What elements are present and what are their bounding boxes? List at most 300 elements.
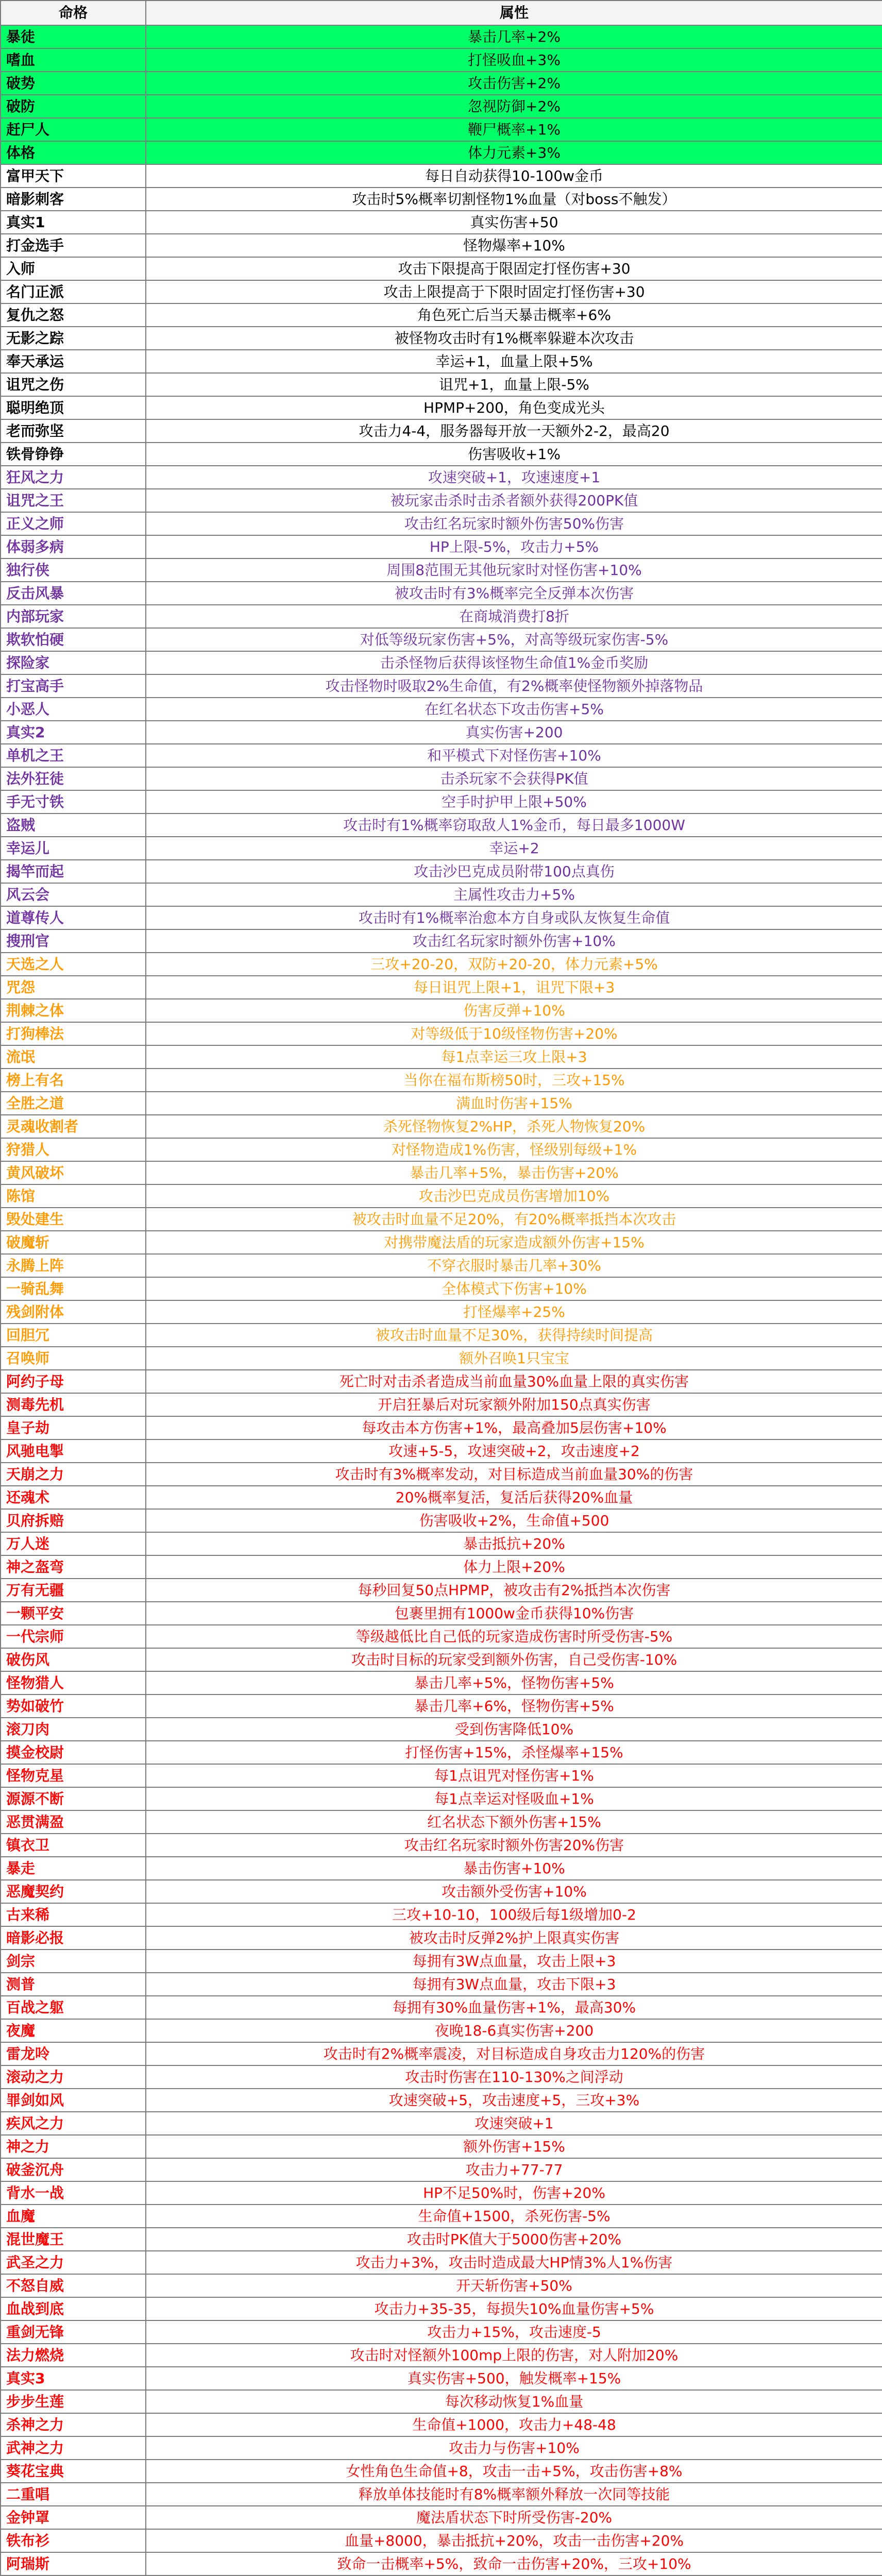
destiny-attribute: 攻击力+35-35，每损失10%血量伤害+5% xyxy=(146,2297,882,2320)
destiny-attribute: 等级越低比自己低的玩家造成伤害时所受伤害-5% xyxy=(146,1625,882,1648)
table-row xyxy=(1,2019,882,2042)
destiny-attribute: 周围8范围无其他玩家时对怪伤害+10% xyxy=(146,558,882,582)
destiny-attribute: 打怪吸血+3% xyxy=(146,48,882,72)
table-row xyxy=(1,721,882,744)
destiny-attribute: 攻击时目标的玩家受到额外伤害，自己受伤害-10% xyxy=(146,1648,882,1671)
destiny-name: 搜刑官 xyxy=(1,929,146,953)
destiny-name: 测毒先机 xyxy=(1,1393,146,1416)
destiny-attribute: 暴击几率+2% xyxy=(146,25,882,48)
table-row xyxy=(1,1231,882,1254)
destiny-attribute: 全体模式下伤害+10% xyxy=(146,1277,882,1300)
destiny-attribute: 杀死怪物恢复2%HP，杀死人物恢复20% xyxy=(146,1115,882,1138)
table-row xyxy=(1,396,882,419)
destiny-name: 暴走 xyxy=(1,1857,146,1880)
destiny-attribute: HP上限-5%，攻击力+5% xyxy=(146,535,882,558)
destiny-name: 盗贼 xyxy=(1,814,146,837)
table-row xyxy=(1,744,882,767)
table-row xyxy=(1,1648,882,1671)
destiny-name: 万有无疆 xyxy=(1,1579,146,1602)
destiny-attribute: 伤害吸收+2%，生命值+500 xyxy=(146,1509,882,1532)
destiny-name: 暗影必报 xyxy=(1,1926,146,1950)
destiny-name: 真实3 xyxy=(1,2367,146,2390)
destiny-attribute: 攻击沙巴克成员伤害增加10% xyxy=(146,1184,882,1208)
destiny-attribute: 每拥有3W点血量，攻击下限+3 xyxy=(146,1973,882,1996)
destiny-name: 真实1 xyxy=(1,211,146,234)
destiny-name: 破防 xyxy=(1,95,146,118)
table-row xyxy=(1,2297,882,2320)
table-row xyxy=(1,535,882,558)
table-row xyxy=(1,419,882,443)
destiny-name: 破伤风 xyxy=(1,1648,146,1671)
destiny-name: 体格 xyxy=(1,141,146,164)
destiny-attribute: 夜晚18-6真实伤害+200 xyxy=(146,2019,882,2042)
destiny-name: 正义之师 xyxy=(1,512,146,535)
destiny-attribute: 角色死亡后当天暴击概率+6% xyxy=(146,303,882,327)
destiny-attribute: 被攻击时血量不足30%，获得持续时间提高 xyxy=(146,1324,882,1347)
destiny-attribute: 三攻+20-20，双防+20-20，体力元素+5% xyxy=(146,953,882,976)
table-row xyxy=(1,2506,882,2529)
destiny-name: 百战之躯 xyxy=(1,1996,146,2019)
table-row xyxy=(1,1045,882,1069)
destiny-attribute: 被怪物攻击时有1%概率躲避本次攻击 xyxy=(146,327,882,350)
destiny-attribute: 每1点幸运三攻上限+3 xyxy=(146,1045,882,1069)
table-row xyxy=(1,628,882,651)
destiny-name: 不怒自威 xyxy=(1,2274,146,2297)
destiny-attribute: 血量+8000，暴击抵抗+20%，攻击一击伤害+20% xyxy=(146,2529,882,2552)
destiny-name: 独行侠 xyxy=(1,558,146,582)
destiny-attribute: 幸运+2 xyxy=(146,837,882,860)
destiny-name: 重剑无锋 xyxy=(1,2320,146,2344)
table-row xyxy=(1,698,882,721)
destiny-attribute: 每攻击本方伤害+1%，最高叠加5层伤害+10% xyxy=(146,1416,882,1439)
table-row xyxy=(1,443,882,466)
table-row xyxy=(1,1694,882,1718)
destiny-name: 黄风破坏 xyxy=(1,1161,146,1184)
destiny-attribute: 额外召唤1只宝宝 xyxy=(146,1347,882,1370)
destiny-attribute: 受到伤害降低10% xyxy=(146,1718,882,1741)
table-row xyxy=(1,1857,882,1880)
table-row xyxy=(1,2483,882,2506)
destiny-attribute: 攻速突破+1 xyxy=(146,2112,882,2135)
destiny-attribute: 对等级低于10级怪物伤害+20% xyxy=(146,1022,882,1045)
destiny-name: 阿瑞斯 xyxy=(1,2552,146,2575)
destiny-name: 打狗棒法 xyxy=(1,1022,146,1045)
destiny-name: 幸运儿 xyxy=(1,837,146,860)
table-row xyxy=(1,2413,882,2436)
destiny-attribute: 攻击时对怪额外100mp上限的伤害，对人附加20% xyxy=(146,2344,882,2367)
table-row xyxy=(1,674,882,698)
destiny-attribute: 打怪伤害+15%，杀怪爆率+15% xyxy=(146,1741,882,1764)
destiny-name: 万人迷 xyxy=(1,1532,146,1555)
destiny-attribute: 每日自动获得10-100w金币 xyxy=(146,164,882,188)
destiny-attribute: 暴击几率+5%，怪物伤害+5% xyxy=(146,1671,882,1694)
destiny-attribute: 攻击红名玩家时额外伤害50%伤害 xyxy=(146,512,882,535)
destiny-name: 反击风暴 xyxy=(1,582,146,605)
table-row xyxy=(1,1254,882,1277)
destiny-attribute: 满血时伤害+15% xyxy=(146,1092,882,1115)
destiny-attribute: 生命值+1500，杀死伤害-5% xyxy=(146,2205,882,2228)
destiny-name: 混世魔王 xyxy=(1,2228,146,2251)
table-row xyxy=(1,605,882,628)
destiny-attribute: 幸运+1，血量上限+5% xyxy=(146,350,882,373)
destiny-attribute: 打怪爆率+25% xyxy=(146,1300,882,1324)
table-row xyxy=(1,25,882,48)
table-row xyxy=(1,1208,882,1231)
destiny-name: 咒怨 xyxy=(1,976,146,999)
destiny-attribute: 真实伤害+200 xyxy=(146,721,882,744)
destiny-name: 奉天承运 xyxy=(1,350,146,373)
destiny-attribute: 在商城消费打8折 xyxy=(146,605,882,628)
destiny-attribute: 攻击沙巴克成员附带100点真伤 xyxy=(146,860,882,883)
destiny-name: 阿约子母 xyxy=(1,1370,146,1393)
destiny-name: 毁处建生 xyxy=(1,1208,146,1231)
table-row xyxy=(1,1300,882,1324)
table-row xyxy=(1,906,882,929)
destiny-attribute: 忽视防御+2% xyxy=(146,95,882,118)
table-row xyxy=(1,1671,882,1694)
table-row xyxy=(1,2552,882,2575)
destiny-name: 神之力 xyxy=(1,2135,146,2158)
table-row xyxy=(1,466,882,489)
destiny-name: 富甲天下 xyxy=(1,164,146,188)
table-row xyxy=(1,558,882,582)
destiny-name: 疾风之力 xyxy=(1,2112,146,2135)
destiny-attribute: 攻击上限提高于下限时固定打怪伤害+30 xyxy=(146,280,882,303)
destiny-name: 小恶人 xyxy=(1,698,146,721)
table-row xyxy=(1,1277,882,1300)
table-row xyxy=(1,1439,882,1463)
destiny-attribute: 每拥有30%血量伤害+1%，最高30% xyxy=(146,1996,882,2019)
table-row xyxy=(1,1370,882,1393)
table-row xyxy=(1,141,882,164)
header-name: 命格 xyxy=(1,1,146,25)
destiny-name: 雷龙呤 xyxy=(1,2042,146,2065)
table-row xyxy=(1,1463,882,1486)
table-row xyxy=(1,1532,882,1555)
destiny-name: 召唤师 xyxy=(1,1347,146,1370)
table-row xyxy=(1,837,882,860)
destiny-name: 剑宗 xyxy=(1,1950,146,1973)
table-row xyxy=(1,1069,882,1092)
destiny-attribute: 攻击时5%概率切割怪物1%血量（对boss不触发） xyxy=(146,188,882,211)
destiny-name: 源源不断 xyxy=(1,1787,146,1810)
destiny-name: 道尊传人 xyxy=(1,906,146,929)
destiny-name: 全胜之道 xyxy=(1,1092,146,1115)
destiny-attribute: 三攻+10-10，100级后每1级增加0-2 xyxy=(146,1903,882,1926)
destiny-attribute: 攻速突破+5，攻击速度+5，三攻+3% xyxy=(146,2089,882,2112)
table-row xyxy=(1,2181,882,2205)
destiny-attribute: 诅咒+1，血量上限-5% xyxy=(146,373,882,396)
table-row xyxy=(1,350,882,373)
table-row xyxy=(1,767,882,790)
destiny-attribute: 体力上限+20% xyxy=(146,1555,882,1579)
table-row xyxy=(1,976,882,999)
destiny-name: 夜魔 xyxy=(1,2019,146,2042)
table-row xyxy=(1,582,882,605)
destiny-name: 测普 xyxy=(1,1973,146,1996)
destiny-name: 怪物猎人 xyxy=(1,1671,146,1694)
destiny-name: 武神之力 xyxy=(1,2436,146,2460)
table-row xyxy=(1,1022,882,1045)
destiny-attribute: 怪物爆率+10% xyxy=(146,234,882,257)
destiny-name: 体弱多病 xyxy=(1,535,146,558)
destiny-name: 诅咒之王 xyxy=(1,489,146,512)
destiny-attribute: HP不足50%时，伤害+20% xyxy=(146,2181,882,2205)
destiny-name: 皇子劫 xyxy=(1,1416,146,1439)
table-body xyxy=(1,25,882,2576)
table-row xyxy=(1,2205,882,2228)
destiny-name: 暴徒 xyxy=(1,25,146,48)
destiny-attribute: 被攻击时反弹2%护上限真实伤害 xyxy=(146,1926,882,1950)
table-row xyxy=(1,2112,882,2135)
destiny-attribute: 当你在福布斯榜50时，三攻+15% xyxy=(146,1069,882,1092)
table-row xyxy=(1,2320,882,2344)
destiny-name: 复仇之怒 xyxy=(1,303,146,327)
destiny-name: 榜上有名 xyxy=(1,1069,146,1092)
destiny-attribute: 在红名状态下攻击伤害+5% xyxy=(146,698,882,721)
table-row xyxy=(1,1764,882,1787)
table-row xyxy=(1,1810,882,1834)
table-row xyxy=(1,1973,882,1996)
destiny-name: 探险家 xyxy=(1,651,146,674)
destiny-name: 步步生莲 xyxy=(1,2390,146,2413)
destiny-attribute: 包裹里拥有1000w金币获得10%伤害 xyxy=(146,1602,882,1625)
destiny-name: 陈馆 xyxy=(1,1184,146,1208)
destiny-name: 真实2 xyxy=(1,721,146,744)
table-row xyxy=(1,860,882,883)
table-row xyxy=(1,188,882,211)
destiny-attribute: 魔法盾状态下时所受伤害-20% xyxy=(146,2506,882,2529)
table-row xyxy=(1,512,882,535)
destiny-attribute: 每1点诅咒对怪伤害+1% xyxy=(146,1764,882,1787)
destiny-name: 揭竿而起 xyxy=(1,860,146,883)
destiny-name: 诅咒之伤 xyxy=(1,373,146,396)
destiny-name: 天选之人 xyxy=(1,953,146,976)
table-row xyxy=(1,1950,882,1973)
header-attr: 属性 xyxy=(146,1,882,25)
table-row xyxy=(1,1602,882,1625)
table-row xyxy=(1,1787,882,1810)
destiny-name: 一颗平安 xyxy=(1,1602,146,1625)
destiny-name: 神之盔弯 xyxy=(1,1555,146,1579)
destiny-attribute: 开天斩伤害+50% xyxy=(146,2274,882,2297)
destiny-name: 势如破竹 xyxy=(1,1694,146,1718)
destiny-name: 镇衣卫 xyxy=(1,1834,146,1857)
table-row xyxy=(1,1092,882,1115)
table-row xyxy=(1,373,882,396)
table-row xyxy=(1,1926,882,1950)
destiny-name: 铁布衫 xyxy=(1,2529,146,2552)
destiny-attribute: 死亡时对击杀者造成当前血量30%血量上限的真实伤害 xyxy=(146,1370,882,1393)
destiny-name: 入师 xyxy=(1,257,146,280)
table-row xyxy=(1,2436,882,2460)
destiny-attribute: 攻速突破+1，攻速速度+1 xyxy=(146,466,882,489)
destiny-attribute: 被攻击时血量不足20%，有20%概率抵挡本次攻击 xyxy=(146,1208,882,1231)
table-row xyxy=(1,2390,882,2413)
destiny-attribute: 真实伤害+500，触发概率+15% xyxy=(146,2367,882,2390)
destiny-name: 金钟罩 xyxy=(1,2506,146,2529)
destiny-name: 回胆冗 xyxy=(1,1324,146,1347)
destiny-name: 铁骨铮铮 xyxy=(1,443,146,466)
destiny-attribute: 攻击红名玩家时额外伤害20%伤害 xyxy=(146,1834,882,1857)
table-row xyxy=(1,814,882,837)
table-row xyxy=(1,953,882,976)
destiny-attribute: 对怪物造成1%伤害，怪级别每级+1% xyxy=(146,1138,882,1161)
destiny-attribute: 暴击抵抗+20% xyxy=(146,1532,882,1555)
destiny-attribute: 真实伤害+50 xyxy=(146,211,882,234)
destiny-name: 怪物克星 xyxy=(1,1764,146,1787)
table-row xyxy=(1,1115,882,1138)
destiny-attribute: 暴击几率+5%，暴击伤害+20% xyxy=(146,1161,882,1184)
destiny-name: 古来稀 xyxy=(1,1903,146,1926)
destiny-name: 狂风之力 xyxy=(1,466,146,489)
destiny-name: 背水一战 xyxy=(1,2181,146,2205)
table-row xyxy=(1,1880,882,1903)
destiny-name: 滚刀肉 xyxy=(1,1718,146,1741)
table-row xyxy=(1,2344,882,2367)
table-row xyxy=(1,1741,882,1764)
table-row xyxy=(1,883,882,906)
destiny-name: 罪剑如风 xyxy=(1,2089,146,2112)
destiny-attribute: 对低等级玩家伤害+5%，对高等级玩家伤害-5% xyxy=(146,628,882,651)
destiny-name: 血魔 xyxy=(1,2205,146,2228)
table-row xyxy=(1,1625,882,1648)
destiny-attribute: 每次移动恢复1%血量 xyxy=(146,2390,882,2413)
table-row xyxy=(1,2251,882,2274)
destiny-attribute: 攻击时伤害在110-130%之间浮动 xyxy=(146,2065,882,2089)
destiny-name: 还魂术 xyxy=(1,1486,146,1509)
table-row xyxy=(1,1486,882,1509)
table-row xyxy=(1,2042,882,2065)
destiny-name: 永腾上阵 xyxy=(1,1254,146,1277)
destiny-attribute: 攻击下限提高于限固定打怪伤害+30 xyxy=(146,257,882,280)
destiny-attribute: 攻击力与伤害+10% xyxy=(146,2436,882,2460)
destiny-name: 天崩之力 xyxy=(1,1463,146,1486)
destiny-name: 嗜血 xyxy=(1,48,146,72)
table-row xyxy=(1,1579,882,1602)
destiny-name: 单机之王 xyxy=(1,744,146,767)
destiny-name: 灵魂收割者 xyxy=(1,1115,146,1138)
destiny-attribute: 对携带魔法盾的玩家造成额外伤害+15% xyxy=(146,1231,882,1254)
destiny-name: 法外狂徒 xyxy=(1,767,146,790)
destiny-attribute: 攻击时有3%概率发动，对目标造成当前血量30%的伤害 xyxy=(146,1463,882,1486)
destiny-name: 恶贯满盈 xyxy=(1,1810,146,1834)
table-row xyxy=(1,257,882,280)
destiny-attribute: 和平模式下对怪伤害+10% xyxy=(146,744,882,767)
destiny-name: 老而弥坚 xyxy=(1,419,146,443)
destiny-attribute: 攻击红名玩家时额外伤害+10% xyxy=(146,929,882,953)
destiny-name: 无影之踪 xyxy=(1,327,146,350)
destiny-attribute: 主属性攻击力+5% xyxy=(146,883,882,906)
destiny-name: 破魔斩 xyxy=(1,1231,146,1254)
table-row xyxy=(1,2089,882,2112)
table-row xyxy=(1,1996,882,2019)
table-header-row xyxy=(1,1,882,25)
destiny-attribute: 每秒回复50点HPMP，被攻击有2%抵挡本次伤害 xyxy=(146,1579,882,1602)
destiny-attribute: 女性角色生命值+8，攻击一击+5%，攻击伤害+8% xyxy=(146,2460,882,2483)
table-row xyxy=(1,1555,882,1579)
destiny-attribute: 空手时护甲上限+50% xyxy=(146,790,882,814)
destiny-name: 一骑乱舞 xyxy=(1,1277,146,1300)
table-row xyxy=(1,2529,882,2552)
destiny-name: 打金选手 xyxy=(1,234,146,257)
destiny-name: 流氓 xyxy=(1,1045,146,1069)
table-row xyxy=(1,211,882,234)
table-row xyxy=(1,1184,882,1208)
table-row xyxy=(1,790,882,814)
table-row xyxy=(1,489,882,512)
destiny-name: 狩猎人 xyxy=(1,1138,146,1161)
table-row xyxy=(1,164,882,188)
destiny-attribute: 攻击伤害+2% xyxy=(146,72,882,95)
destiny-attribute: 击杀玩家不会获得PK值 xyxy=(146,767,882,790)
table-row xyxy=(1,2367,882,2390)
table-row xyxy=(1,1324,882,1347)
destiny-attribute: 攻击力+77-77 xyxy=(146,2158,882,2181)
table-row xyxy=(1,1718,882,1741)
destiny-attribute: 每1点幸运对怪吸血+1% xyxy=(146,1787,882,1810)
table-row xyxy=(1,1834,882,1857)
destiny-name: 法力燃烧 xyxy=(1,2344,146,2367)
destiny-attribute: 伤害吸收+1% xyxy=(146,443,882,466)
destiny-name: 摸金校尉 xyxy=(1,1741,146,1764)
destiny-attribute: 攻速+5-5，攻速突破+2，攻击速度+2 xyxy=(146,1439,882,1463)
table-row xyxy=(1,95,882,118)
table-row xyxy=(1,2158,882,2181)
destiny-name: 血战到底 xyxy=(1,2297,146,2320)
destiny-name: 武圣之力 xyxy=(1,2251,146,2274)
destiny-attribute: 20%概率复活，复活后获得20%血量 xyxy=(146,1486,882,1509)
destiny-name: 破釜沉舟 xyxy=(1,2158,146,2181)
destiny-attribute: 攻击时有1%概率治愈本方自身或队友恢复生命值 xyxy=(146,906,882,929)
destiny-attribute: 红名状态下额外伤害+15% xyxy=(146,1810,882,1834)
destiny-attribute: 释放单体技能时有8%概率额外释放一次同等技能 xyxy=(146,2483,882,2506)
destiny-attribute: 攻击力+3%，攻击时造成最大HP情3%人1%伤害 xyxy=(146,2251,882,2274)
destiny-name: 欺软怕硬 xyxy=(1,628,146,651)
table-row xyxy=(1,1393,882,1416)
destiny-name: 滚动之力 xyxy=(1,2065,146,2089)
destiny-name: 聪明绝顶 xyxy=(1,396,146,419)
table-row xyxy=(1,1161,882,1184)
destiny-name: 恶魔契约 xyxy=(1,1880,146,1903)
destiny-name: 葵花宝典 xyxy=(1,2460,146,2483)
destiny-name: 风驰电掣 xyxy=(1,1439,146,1463)
destiny-attribute: HPMP+200，角色变成光头 xyxy=(146,396,882,419)
table-row xyxy=(1,1347,882,1370)
destiny-attribute: 不穿衣服时暴击几率+30% xyxy=(146,1254,882,1277)
destiny-attribute: 开启狂暴后对玩家额外附加150点真实伤害 xyxy=(146,1393,882,1416)
table-row xyxy=(1,1509,882,1532)
table-row xyxy=(1,303,882,327)
table-row xyxy=(1,929,882,953)
destiny-attribute: 攻击怪物时吸取2%生命值，有2%概率使怪物额外掉落物品 xyxy=(146,674,882,698)
destiny-name: 暗影刺客 xyxy=(1,188,146,211)
destiny-attribute: 伤害反弹+10% xyxy=(146,999,882,1022)
destiny-name: 一代宗师 xyxy=(1,1625,146,1648)
destiny-attribute: 击杀怪物后获得该怪物生命值1%金币奖励 xyxy=(146,651,882,674)
destiny-attribute: 攻击额外受伤害+10% xyxy=(146,1880,882,1903)
destiny-attribute: 生命值+1000，攻击力+48-48 xyxy=(146,2413,882,2436)
table-row xyxy=(1,327,882,350)
table-row xyxy=(1,2228,882,2251)
destiny-attribute: 每拥有3W点血量，攻击上限+3 xyxy=(146,1950,882,1973)
table-row xyxy=(1,1903,882,1926)
table-row xyxy=(1,2274,882,2297)
table-row xyxy=(1,1138,882,1161)
destiny-name: 风云会 xyxy=(1,883,146,906)
table-row xyxy=(1,2135,882,2158)
destiny-attribute: 体力元素+3% xyxy=(146,141,882,164)
